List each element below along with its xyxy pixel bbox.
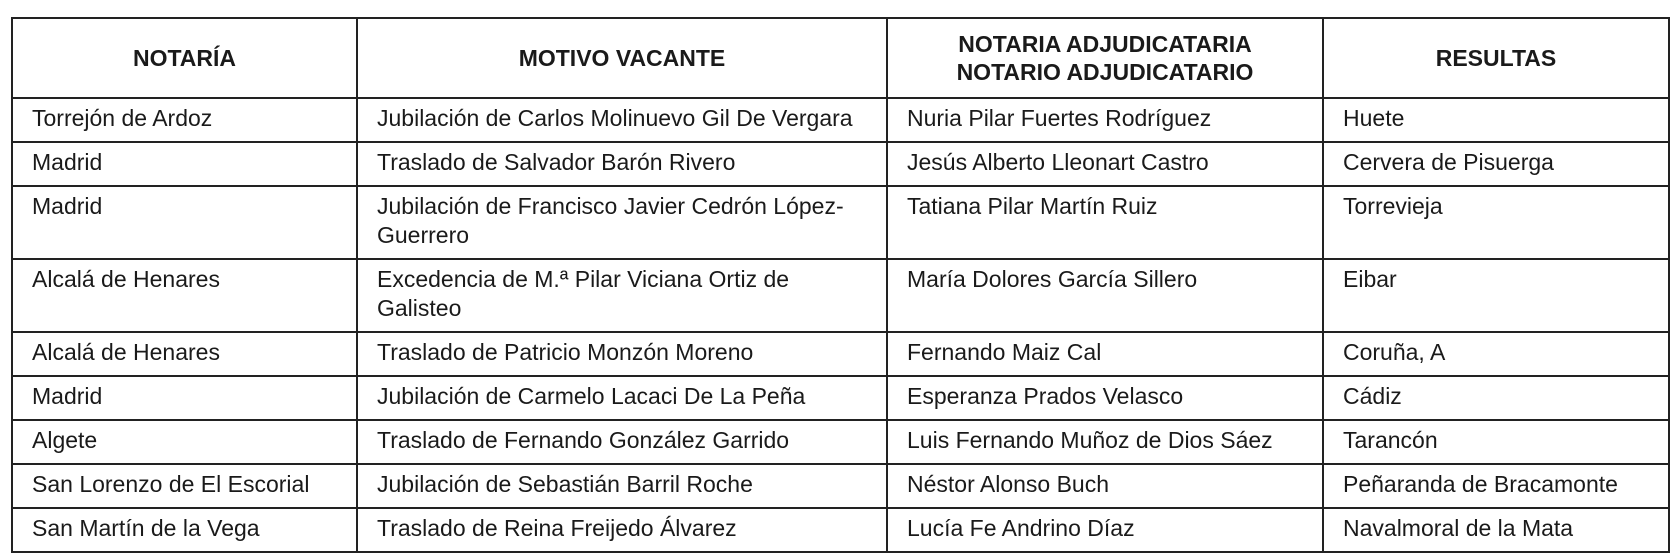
cell-resultas: Torrevieja [1323,186,1669,259]
header-resultas: RESULTAS [1323,18,1669,98]
header-adjudicatario [887,18,1323,98]
cell-notaria: Alcalá de Henares [12,259,357,332]
cell-adjudicatario: Fernando Maiz Cal [887,332,1323,376]
cell-adjudicatario: María Dolores García Sillero [887,259,1323,332]
cell-resultas: Navalmoral de la Mata [1323,508,1669,552]
notarias-table [11,17,1670,553]
table-row [12,259,1669,332]
cell-resultas: Huete [1323,98,1669,142]
table-row [12,464,1669,508]
cell-resultas: Eibar [1323,259,1669,332]
table-row [12,186,1669,259]
cell-adjudicatario: Tatiana Pilar Martín Ruiz [887,186,1323,259]
table-header-row [12,18,1669,98]
cell-adjudicatario: Néstor Alonso Buch [887,464,1323,508]
cell-motivo: Jubilación de Carlos Molinuevo Gil De Vergara [357,98,887,142]
cell-adjudicatario: Esperanza Prados Velasco [887,376,1323,420]
table-row [12,98,1669,142]
header-adjudicatario-line: NOTARIO ADJUDICATARIO [956,59,1254,85]
cell-adjudicatario: Luis Fernando Muñoz de Dios Sáez [887,420,1323,464]
cell-motivo: Jubilación de Sebastián Barril Roche [357,464,887,508]
cell-motivo: Excedencia de M.ª Pilar Viciana Ortiz de Galisteo [357,259,887,332]
cell-motivo: Jubilación de Francisco Javier Cedrón López-Guerrero [357,186,887,259]
cell-motivo: Traslado de Fernando González Garrido [357,420,887,464]
cell-motivo: Jubilación de Carmelo Lacaci De La Peña [357,376,887,420]
header-adjudicataria-line: NOTARIA ADJUDICATARIA [958,31,1252,57]
cell-notaria: Madrid [12,186,357,259]
cell-motivo: Traslado de Patricio Monzón Moreno [357,332,887,376]
cell-resultas: Coruña, A [1323,332,1669,376]
cell-resultas: Cervera de Pisuerga [1323,142,1669,186]
table-row [12,142,1669,186]
header-notaria: NOTARÍA [12,18,357,98]
header-motivo-vacante: MOTIVO VACANTE [357,18,887,98]
cell-resultas: Peñaranda de Bracamonte [1323,464,1669,508]
cell-notaria: San Lorenzo de El Escorial [12,464,357,508]
cell-adjudicatario: Jesús Alberto Lleonart Castro [887,142,1323,186]
table-row [12,376,1669,420]
cell-notaria: Algete [12,420,357,464]
cell-motivo: Traslado de Salvador Barón Rivero [357,142,887,186]
cell-notaria: Madrid [12,376,357,420]
cell-notaria: Madrid [12,142,357,186]
table-row [12,508,1669,552]
cell-motivo: Traslado de Reina Freijedo Álvarez [357,508,887,552]
cell-notaria: San Martín de la Vega [12,508,357,552]
table-row [12,332,1669,376]
table-row [12,420,1669,464]
cell-resultas: Tarancón [1323,420,1669,464]
cell-adjudicatario: Nuria Pilar Fuertes Rodríguez [887,98,1323,142]
cell-notaria: Torrejón de Ardoz [12,98,357,142]
cell-notaria: Alcalá de Henares [12,332,357,376]
cell-adjudicatario: Lucía Fe Andrino Díaz [887,508,1323,552]
cell-resultas: Cádiz [1323,376,1669,420]
